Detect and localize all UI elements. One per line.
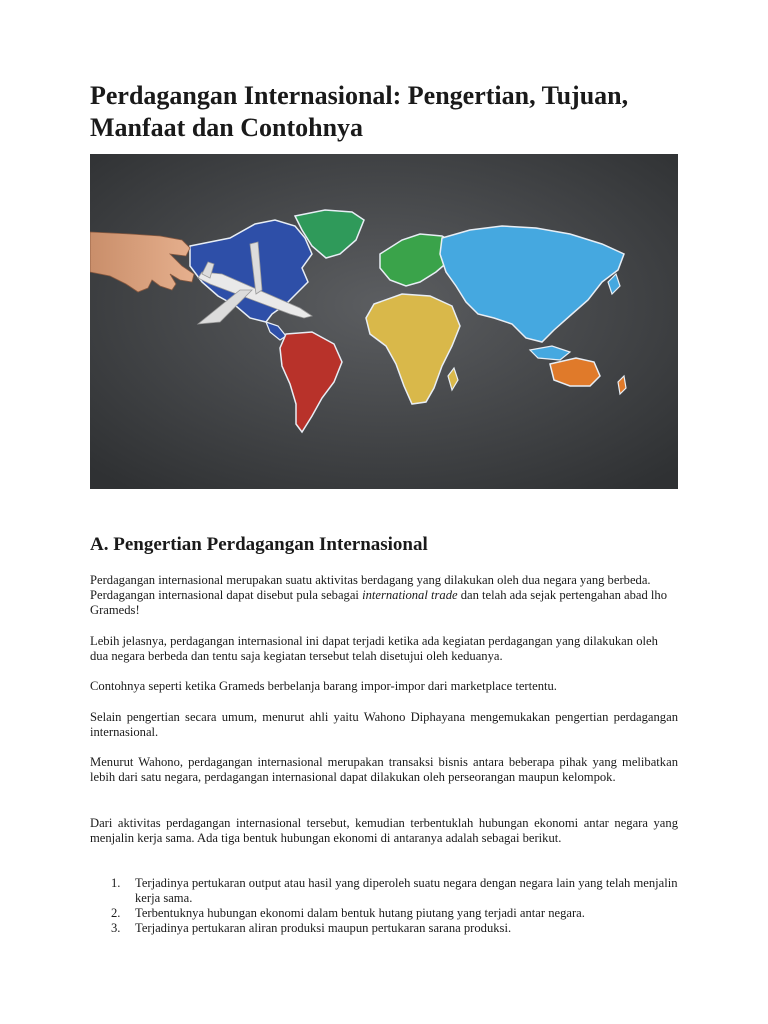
page-title: Perdagangan Internasional: Pengertian, Tujuan, Manfaat dan Contohnya — [90, 81, 629, 142]
paragraph-wahono-definition: Menurut Wahono, perdagangan internasional merupakan transaksi bisnis antara beberapa pihak yang melibatkan lebih dari satu negara, perdagangan internasional dapat dilakukan oleh perseorangan maupun kelompok. — [90, 755, 678, 784]
list-item-text: Terjadinya pertukaran output atau hasil yang diperoleh suatu negara dengan negara lain yang telah menjalin kerja sama. — [135, 876, 678, 905]
paragraph-definition — [90, 573, 678, 618]
international-trade-term: international trade — [362, 588, 458, 602]
paragraph-definition-text: Perdagangan internasional merupakan suatu aktivitas berdagang yang dilakukan oleh dua negara yang berbeda. Perdagangan internasional dapat disebut pula sebagai — [90, 573, 651, 602]
list-item-number: 2. — [111, 906, 121, 920]
list-item-text: Terbentuknya hubungan ekonomi dalam bentuk hutang piutang yang terjadi antar negara. — [135, 906, 585, 920]
list-item-text: Terjadinya pertukaran aliran produksi maupun pertukaran sarana produksi. — [135, 921, 512, 935]
australia-shape — [550, 358, 600, 386]
economic-relations-list — [90, 876, 678, 936]
section-heading: A. Pengertian Perdagangan Internasional — [90, 534, 428, 555]
paragraph-economic-relations: Dari aktivitas perdagangan internasional tersebut, kemudian terbentuklah hubungan ekonomi antar negara yang menjalin kerja sama. Ada tiga bentuk hubungan ekonomi di antaranya adalah sebagai berikut. — [90, 816, 678, 845]
hero-image — [90, 154, 678, 489]
list-item-number: 3. — [111, 921, 121, 935]
list-item-number: 1. — [111, 876, 121, 890]
paragraph-explanation: Lebih jelasnya, perdagangan internasional ini dapat terjadi ketika ada kegiatan perdagangan yang dilakukan oleh dua negara berbeda dan tentu saja kegiatan tersebut telah disetujui oleh keduanya. — [90, 634, 658, 663]
paragraph-definition-text-end: dan telah ada sejak pertengahan abad lho Grameds! — [90, 588, 668, 617]
paragraph-example: Contohnya seperti ketika Grameds berbelanja barang impor-impor dari marketplace tertentu. — [90, 679, 557, 693]
list-item — [90, 876, 678, 906]
list-item — [90, 906, 678, 921]
paragraph-expert-intro: Selain pengertian secara umum, menurut ahli yaitu Wahono Diphayana mengemukakan pengertian perdagangan internasional. — [90, 710, 678, 739]
list-item — [90, 921, 678, 936]
